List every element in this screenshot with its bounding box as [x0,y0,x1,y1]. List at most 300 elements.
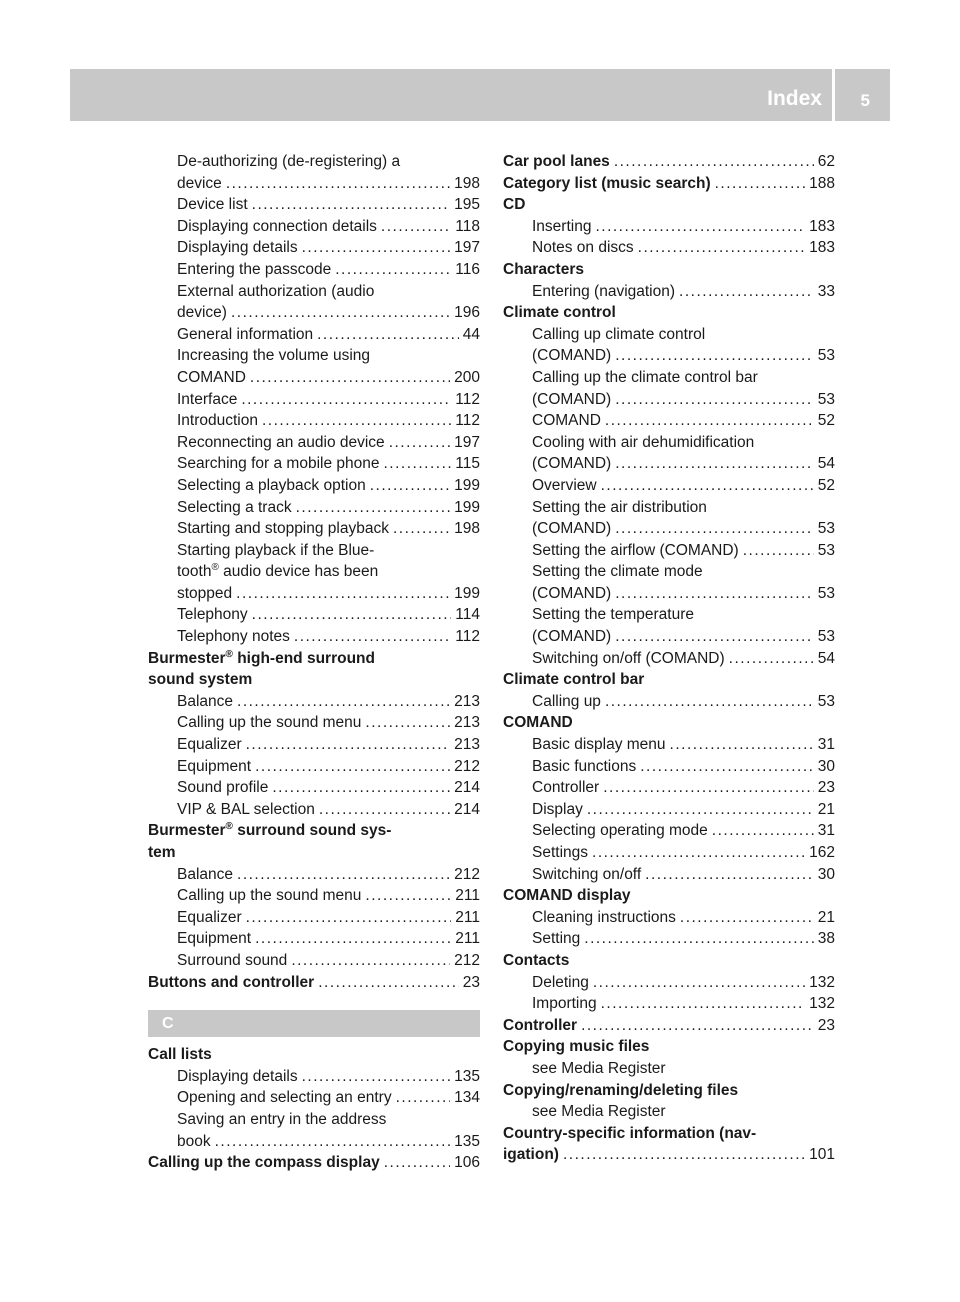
index-subentry [503,604,835,626]
page-ref: 196 [454,304,480,322]
index-subentry [503,497,835,519]
index-heading [148,648,480,670]
entry-text-part: Telephony [177,606,248,624]
index-subentry [503,648,835,670]
page-ref: 214 [454,800,480,818]
page-ref: 197 [454,433,480,451]
entry-text-part: device) [177,304,227,322]
page-ref: 53 [817,692,835,710]
index-subentry [503,799,835,821]
index-subentry [148,1066,480,1088]
page-ref: 199 [454,498,480,516]
index-subentry [503,432,835,454]
index-subentry [148,151,480,173]
entry-text [532,389,611,411]
entry-text-part: (COMAND) [532,347,612,365]
entry-text-part: Starting playback if the Blue- [177,541,375,559]
index-subentry [148,1109,480,1131]
page-ref: 198 [454,174,480,192]
dot-leader [296,497,451,519]
index-subentry [148,497,480,519]
page-ref: 199 [454,476,480,494]
entry-text-part: Calling up [532,692,601,710]
entry-text [503,950,569,972]
header-divider [832,69,835,121]
entry-text-part: Balance [177,865,234,883]
entry-text-part: Inserting [532,217,592,235]
page-ref: 52 [817,476,835,494]
entry-text [532,583,611,605]
entry-text [532,281,675,303]
entry-text [532,864,641,886]
entry-text-part: igation) [503,1146,559,1164]
entry-text-part: Burmester [148,649,226,667]
entry-text [532,497,707,519]
entry-text-part: Call lists [148,1046,212,1064]
index-subentry [148,540,480,562]
page-ref: 211 [455,887,480,905]
entry-text-part: see Media Register [532,1103,666,1121]
entry-text-part: Sound profile [177,779,269,797]
dot-leader [615,626,814,648]
dot-leader [601,993,806,1015]
entry-text [532,367,758,389]
index-column-right [503,151,835,1166]
index-subentry [503,626,835,648]
page-ref: 135 [454,1067,480,1085]
index-heading [148,842,480,864]
page-ref: 132 [809,995,835,1013]
entry-text [177,216,377,238]
entry-text-part: audio device has been [218,563,379,581]
entry-text [532,626,611,648]
entry-text [177,928,251,950]
index-subentry [503,561,835,583]
index-subentry [503,1101,835,1123]
page-ref: 38 [817,930,835,948]
index-subentry [503,583,835,605]
entry-text [177,540,374,562]
entry-text [532,1101,666,1123]
page-ref: 54 [817,455,835,473]
page-ref: 23 [462,973,480,991]
entry-text-part: Reconnecting an audio device [177,433,385,451]
entry-text-part: Burmester [148,822,226,840]
page-ref: 213 [454,714,480,732]
entry-text-part: Car pool lanes [503,153,610,170]
page-ref: 30 [817,865,835,883]
entry-text [532,604,694,626]
entry-text [532,756,636,778]
entry-text-part: COMAND [532,412,601,430]
index-subentry [148,885,480,907]
index-subentry [148,194,480,216]
index-subentry [148,1087,480,1109]
dot-leader [603,777,814,799]
page-ref: 199 [454,584,480,602]
entry-text [177,259,331,281]
entry-text-part: Cooling with air dehumidification [532,433,755,451]
entry-text-part: COMAND display [503,887,631,905]
entry-text [177,604,248,626]
page-ref: 21 [817,800,835,818]
entry-text [532,1058,666,1080]
dot-leader [743,540,814,562]
entry-text-part: Calling up the sound menu [177,714,362,732]
index-subentry [148,259,480,281]
index-heading [148,820,480,842]
index-subentry [503,367,835,389]
entry-text-part: CD [503,196,526,214]
dot-leader [381,216,451,238]
dot-leader [291,950,450,972]
index-subentry [503,389,835,411]
entry-text [532,540,739,562]
page-ref: 116 [455,260,480,278]
dot-leader [592,842,805,864]
entry-text [503,1080,738,1102]
index-subentry [148,950,480,972]
index-heading [503,885,835,907]
dot-leader [252,604,452,626]
page-ref: 53 [817,347,835,365]
dot-leader [246,907,452,929]
entry-text-part: Entering the passcode [177,260,332,278]
index-subentry [148,410,480,432]
dot-leader [302,237,451,259]
index-subentry [503,324,835,346]
entry-text-part: Equipment [177,930,252,948]
entry-text [532,799,583,821]
page-ref: 200 [454,368,480,386]
entry-text-part: Overview [532,476,597,494]
dot-leader [593,972,805,994]
index-subentry [148,756,480,778]
entry-text-part: (COMAND) [532,520,612,538]
entry-text-part: Settings [532,844,589,861]
entry-text [177,518,389,540]
entry-text-part: Climate control bar [503,671,645,689]
entry-text [177,712,361,734]
index-subentry [148,324,480,346]
dot-leader [384,453,452,475]
index-subentry [148,691,480,713]
index-subentry [503,345,835,367]
entry-text-part: Switching on/off [532,865,642,883]
entry-text [177,907,242,929]
index-heading [503,194,835,216]
page-ref: 195 [454,196,480,214]
entry-text-part: Basic display menu [532,736,666,754]
entry-text-part: Setting the airflow (COMAND) [532,541,739,559]
page-ref: 31 [817,736,835,754]
entry-text [532,972,589,994]
page-ref: 132 [809,973,835,991]
entry-text-part: VIP & BAL selection [177,800,315,818]
entry-text [177,281,374,303]
index-subentry [503,518,835,540]
entry-text [532,691,601,713]
page-ref: 114 [455,606,480,624]
dot-leader [587,799,814,821]
page-ref: 31 [817,822,835,840]
page-ref: 112 [455,390,480,408]
dot-leader [365,885,451,907]
page-ref: 112 [455,412,480,430]
index-subentry [148,561,480,583]
entry-text [532,928,580,950]
entry-text-part: Selecting a playback option [177,476,366,494]
entry-text-part: De-authorizing (de-registering) a [177,153,401,170]
entry-text [503,1036,649,1058]
entry-text-part: Basic functions [532,757,637,775]
page-ref: 162 [809,844,835,861]
entry-text [177,950,287,972]
dot-leader [272,777,450,799]
dot-leader [393,518,450,540]
dot-leader [615,518,814,540]
entry-text-part: (COMAND) [532,584,612,602]
index-heading [503,669,835,691]
index-subentry [148,777,480,799]
index-subentry [148,345,480,367]
dot-leader [715,173,806,195]
entry-text-part: Equalizer [177,908,242,926]
entry-text [177,626,290,648]
index-column-left [148,151,480,1174]
dot-leader [241,389,451,411]
entry-text [148,842,176,864]
entry-text [177,302,227,324]
entry-text-part: Device list [177,196,248,214]
dot-leader [302,1066,451,1088]
entry-text [177,885,361,907]
dot-leader [255,928,451,950]
entry-text [177,1131,211,1153]
dot-leader [237,864,450,886]
page-ref: 134 [454,1089,480,1107]
page-ref: 53 [817,520,835,538]
index-heading [148,669,480,691]
entry-text [532,453,611,475]
index-subentry [503,972,835,994]
registered-mark: ® [211,562,219,574]
index-subentry [503,453,835,475]
index-subentry [503,237,835,259]
entry-text-part: Interface [177,390,238,408]
index-subentry [503,281,835,303]
index-subentry [503,216,835,238]
index-heading [503,173,835,195]
dot-leader [237,691,450,713]
entry-text-part: stopped [177,584,233,602]
page-ref: 101 [809,1146,835,1164]
index-heading [503,1080,835,1102]
index-subentry [148,907,480,929]
entry-text-part: Characters [503,260,584,278]
entry-text [532,820,708,842]
dot-leader [638,237,805,259]
entry-text [177,151,400,173]
dot-leader [236,583,450,605]
entry-text-part: (COMAND) [532,455,612,473]
dot-leader [226,173,450,195]
entry-text [177,777,268,799]
entry-text [177,734,242,756]
index-subentry [148,281,480,303]
entry-text-part: Increasing the volume using [177,347,371,365]
index-subentry [503,864,835,886]
index-subentry [148,1131,480,1153]
page-ref: 44 [462,325,480,343]
registered-mark: ® [225,648,233,660]
entry-text-part: Controller [503,1016,578,1034]
index-subentry [503,993,835,1015]
index-heading [148,1152,480,1174]
page-ref: 53 [817,628,835,646]
dot-leader [317,324,459,346]
entry-text [532,410,601,432]
page-header [70,69,890,121]
entry-text [177,173,222,195]
page-ref: 197 [454,239,480,257]
dot-leader [595,216,805,238]
dot-leader [615,389,814,411]
entry-text [532,734,666,756]
entry-text [532,324,705,346]
entry-text [177,345,370,367]
entry-text-part: (COMAND) [532,390,612,408]
entry-text [177,691,233,713]
entry-text-part: surround sound sys- [232,822,392,840]
index-subentry [148,604,480,626]
index-subentry [503,410,835,432]
index-subentry [503,734,835,756]
entry-text-part: book [177,1132,211,1150]
entry-text [177,583,232,605]
dot-leader [601,475,814,497]
entry-text-part: Entering (navigation) [532,282,676,300]
page-ref: 53 [817,390,835,408]
entry-text-part: Selecting a track [177,498,292,516]
index-subentry [148,432,480,454]
dot-leader [670,734,814,756]
entry-text-part: Displaying details [177,239,298,257]
entry-text-part: Notes on discs [532,239,634,257]
entry-text [148,669,252,691]
entry-text-part: Opening and selecting an entry [177,1089,392,1107]
entry-text-part: tem [148,844,176,861]
index-subentry [503,475,835,497]
entry-text [177,1066,298,1088]
index-heading [503,302,835,324]
page-ref: 211 [455,908,480,926]
index-subentry [503,691,835,713]
page-ref: 212 [454,865,480,883]
page-ref: 214 [454,779,480,797]
entry-text [177,561,378,583]
entry-text [532,561,703,583]
entry-text [503,1015,577,1037]
index-heading [148,972,480,994]
entry-text-part: Telephony notes [177,628,290,646]
entry-text [177,367,246,389]
entry-text-part: External authorization (audio [177,282,375,300]
dot-leader [384,1152,450,1174]
index-heading [503,1144,835,1166]
dot-leader [370,475,450,497]
entry-text [532,907,676,929]
entry-text-part: (COMAND) [532,628,612,646]
page-ref: 33 [817,282,835,300]
entry-text-part: COMAND [503,714,573,732]
entry-text [177,497,292,519]
dot-leader [250,367,450,389]
entry-text [503,1123,756,1145]
page-ref: 212 [454,757,480,775]
index-subentry [148,734,480,756]
page-ref: 115 [455,455,480,473]
entry-text-part: General information [177,325,314,343]
dot-leader [581,1015,814,1037]
page-ref: 135 [454,1132,480,1150]
dot-leader [605,410,814,432]
page-ref: 106 [454,1154,480,1172]
index-subentry [148,518,480,540]
dot-leader [319,799,450,821]
entry-text-part: Country-specific information (nav- [503,1124,757,1142]
index-subentry [148,453,480,475]
entry-text-part: Calling up the sound menu [177,887,362,905]
entry-text [177,1087,392,1109]
entry-text [148,1152,380,1174]
page-ref: 213 [454,736,480,754]
entry-text-part: Contacts [503,951,570,969]
dot-leader [215,1131,451,1153]
entry-text-part: device [177,174,222,192]
entry-text [177,756,251,778]
entry-text [503,1144,559,1166]
entry-text-part: Setting [532,930,581,948]
page-ref: 21 [817,908,835,926]
entry-text-part: sound system [148,671,253,689]
registered-mark: ® [225,821,233,833]
page-ref: 53 [817,584,835,602]
dot-leader [615,345,814,367]
entry-text-part: Setting the climate mode [532,563,703,581]
dot-leader [680,907,814,929]
dot-leader [712,820,814,842]
entry-text-part: Saving an entry in the address [177,1110,387,1128]
index-subentry [148,799,480,821]
entry-text [532,432,754,454]
entry-text [532,518,611,540]
dot-leader [584,928,813,950]
entry-text-part: Selecting operating mode [532,822,708,840]
page-ref: 23 [817,779,835,797]
entry-text-part: Switching on/off (COMAND) [532,649,725,667]
entry-text [177,1109,386,1131]
entry-text-part: Surround sound [177,951,288,969]
index-subentry [148,302,480,324]
entry-text [503,173,711,195]
index-heading [503,1036,835,1058]
entry-text [532,475,597,497]
index-subentry [148,475,480,497]
entry-text [177,410,258,432]
entry-text [177,453,380,475]
index-subentry [148,626,480,648]
